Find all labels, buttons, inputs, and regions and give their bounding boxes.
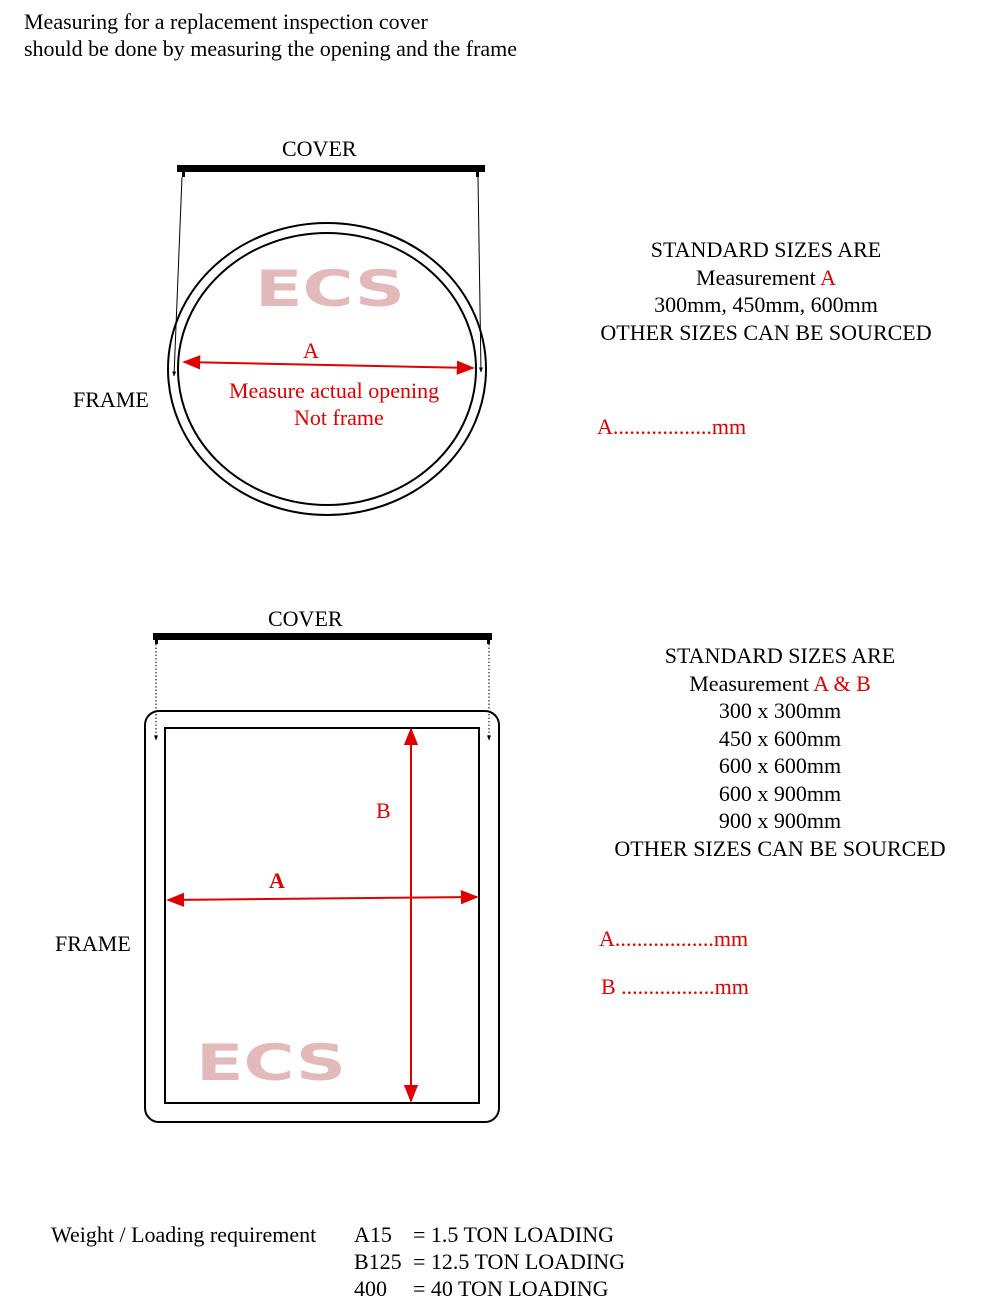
- square-cover-bar: [153, 633, 492, 644]
- square-size-item: 300 x 300mm: [718, 698, 842, 723]
- square-frame-label: FRAME: [55, 931, 131, 956]
- loading-value: = 12.5 TON LOADING: [413, 1249, 626, 1274]
- round-dimension-a-arrow: [184, 362, 473, 368]
- intro-line-2: should be done by measuring the opening and the frame: [24, 36, 518, 61]
- loading-code: A15: [354, 1222, 392, 1247]
- square-size-item: 600 x 600mm: [718, 753, 842, 778]
- loading-label: Weight / Loading requirement: [51, 1222, 317, 1247]
- round-measurement-line: [566, 264, 966, 292]
- round-sizes-other: OTHER SIZES CAN BE SOURCED: [600, 319, 932, 345]
- square-cover-label: COVER: [268, 606, 343, 631]
- loading-code: B125: [354, 1249, 402, 1274]
- loading-value: = 1.5 TON LOADING: [413, 1222, 615, 1247]
- square-measurement-prefix: Measurement: [689, 670, 814, 696]
- square-fill-a: A..................mm: [599, 926, 749, 951]
- square-standard-sizes: [580, 642, 980, 862]
- square-logo: ECS: [196, 1034, 346, 1092]
- square-dimension-a-label: A: [269, 868, 285, 893]
- round-note-line-1: Measure actual opening: [229, 378, 440, 403]
- square-size-item: 450 x 600mm: [718, 725, 842, 751]
- round-note-line-2: Not frame: [294, 405, 384, 430]
- round-standard-sizes: [566, 236, 966, 346]
- square-sizes-heading: STANDARD SIZES ARE: [664, 643, 896, 668]
- round-frame-label: FRAME: [73, 387, 149, 412]
- square-measurement-line: [580, 670, 980, 698]
- round-size-item: 300mm, 450mm, 600mm: [654, 292, 878, 317]
- intro-line-1: Measuring for a replacement inspection cover: [24, 9, 428, 34]
- loading-code: 400: [354, 1276, 387, 1301]
- square-size-item: 600 x 900mm: [718, 780, 842, 806]
- round-sizes-heading: STANDARD SIZES ARE: [650, 237, 882, 262]
- loading-value: = 40 TON LOADING: [413, 1276, 609, 1301]
- square-dimension-b-label: B: [376, 798, 391, 823]
- round-dimension-a-label: A: [303, 338, 319, 363]
- round-fill-a: A..................mm: [597, 414, 747, 439]
- square-sizes-other: OTHER SIZES CAN BE SOURCED: [614, 835, 946, 861]
- round-right-guide-line: [478, 177, 481, 372]
- square-measurement-letters: A & B: [813, 670, 871, 696]
- square-size-item: 900 x 900mm: [718, 808, 842, 833]
- round-cover-label: COVER: [282, 136, 357, 161]
- square-fill-b: B .................mm: [601, 974, 749, 999]
- round-logo: ECS: [255, 260, 405, 318]
- round-measurement-letters: A: [820, 264, 836, 290]
- round-cover-bar: [177, 165, 485, 177]
- round-measurement-prefix: Measurement: [696, 264, 821, 290]
- square-dimension-a-arrow: [168, 897, 477, 900]
